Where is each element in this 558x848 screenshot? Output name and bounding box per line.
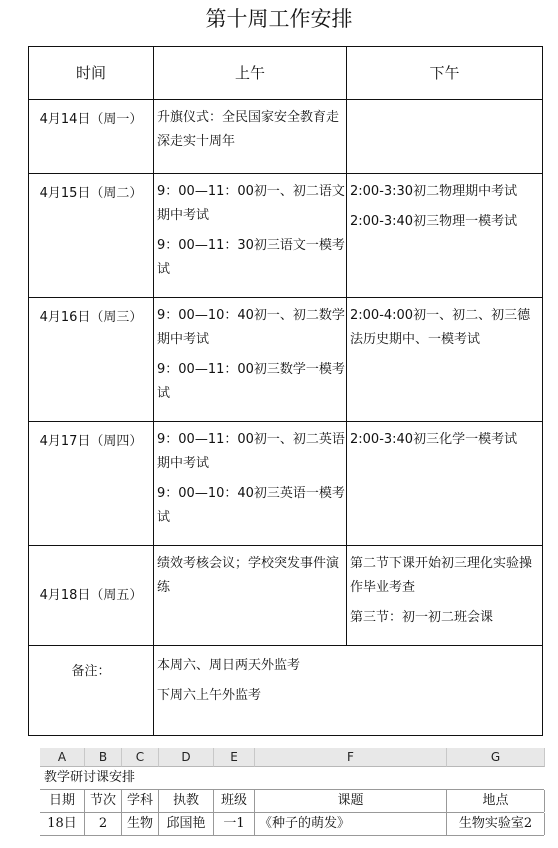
column-header-b[interactable]: B [85, 748, 122, 767]
morning-cell [154, 174, 347, 298]
date-cell: 4月16日（周三） [29, 298, 154, 422]
table-row [29, 174, 543, 298]
notes-label: 备注： [29, 646, 154, 736]
sheet-data-cell[interactable]: 18日 [40, 813, 85, 835]
afternoon-cell [347, 174, 543, 298]
date-cell: 4月14日（周一） [29, 100, 154, 174]
notes-item: 本周六、周日两天外监考 [157, 658, 301, 673]
column-header-a[interactable]: A [40, 748, 85, 767]
afternoon-cell [347, 100, 543, 174]
sheet-header-cell[interactable]: 节次 [85, 790, 122, 812]
column-header-e[interactable]: E [214, 748, 255, 767]
sheet-title-row [40, 767, 544, 790]
notes-row [29, 646, 543, 736]
table-row [29, 298, 543, 422]
notes-item: 下周六上午外监考 [157, 688, 262, 703]
sheet-data-cell[interactable]: 《种子的萌发》 [255, 813, 447, 835]
date-cell: 4月17日（周四） [29, 422, 154, 546]
sheet-header-cell[interactable]: 日期 [40, 790, 85, 812]
afternoon-item: 2:00-3:30初二物理期中考试 [350, 184, 518, 199]
morning-cell [154, 100, 347, 174]
afternoon-cell [347, 422, 543, 546]
morning-item: 升旗仪式：全民国家安全教育走深走实十周年 [157, 110, 340, 149]
afternoon-item: 2:00-3:40初三物理一模考试 [350, 214, 518, 229]
morning-item: 9：00—11：00初三数学一模考试 [157, 362, 345, 401]
morning-item: 9：00—10：40初一、初二数学期中考试 [157, 308, 345, 347]
column-header-f[interactable]: F [255, 748, 447, 767]
morning-item: 9：00—11：00初一、初二英语期中考试 [157, 432, 345, 471]
table-row [29, 100, 543, 174]
table-row [29, 422, 543, 546]
sheet-header-cell[interactable]: 课题 [255, 790, 447, 812]
table-header-row [29, 47, 543, 100]
afternoon-item: 2:00-3:40初三化学一模考试 [350, 432, 518, 447]
sheet-data-cell[interactable]: 生物实验室2 [447, 813, 545, 835]
morning-item: 9：00—10：40初三英语一模考试 [157, 486, 345, 525]
sheet-data-cell[interactable]: 一1 [214, 813, 255, 835]
morning-item: 9：00—11：00初一、初二语文期中考试 [157, 184, 345, 223]
sheet-header-cell[interactable]: 地点 [447, 790, 545, 812]
column-header-d[interactable]: D [159, 748, 214, 767]
sheet-header-row [40, 790, 544, 813]
sheet-data-cell[interactable]: 生物 [122, 813, 159, 835]
sheet-header-cell[interactable]: 执教 [159, 790, 214, 812]
header-morning: 上午 [154, 47, 347, 100]
sheet-header-cell[interactable]: 学科 [122, 790, 159, 812]
date-cell: 4月15日（周二） [29, 174, 154, 298]
header-afternoon: 下午 [347, 47, 543, 100]
date-cell: 4月18日（周五） [29, 546, 154, 646]
sheet-title[interactable]: 教学研讨课安排 [44, 770, 136, 785]
page-title: 第十周工作安排 [205, 7, 353, 31]
sheet-data-row [40, 813, 544, 836]
column-header-c[interactable]: C [122, 748, 159, 767]
afternoon-item: 第二节下课开始初三理化实验操作毕业考查 [350, 556, 533, 595]
afternoon-item: 第三节：初一初二班会课 [350, 610, 494, 625]
table-row [29, 546, 543, 646]
spreadsheet-excerpt [40, 748, 544, 834]
afternoon-cell [347, 546, 543, 646]
sheet-data-cell[interactable]: 邱国艳 [159, 813, 214, 835]
afternoon-item: 2:00-4:00初一、初二、初三德法历史期中、一模考试 [350, 308, 531, 347]
schedule-table [28, 46, 543, 736]
morning-cell [154, 298, 347, 422]
morning-cell [154, 546, 347, 646]
morning-item: 9：00—11：30初三语文一模考试 [157, 238, 345, 277]
sheet-data-cell[interactable]: 2 [85, 813, 122, 835]
morning-item: 绩效考核会议；学校突发事件演练 [157, 556, 340, 595]
notes-cell [154, 646, 543, 736]
morning-cell [154, 422, 347, 546]
afternoon-cell [347, 298, 543, 422]
header-time: 时间 [29, 47, 154, 100]
column-header-g[interactable]: G [447, 748, 545, 767]
sheet-header-cell[interactable]: 班级 [214, 790, 255, 812]
